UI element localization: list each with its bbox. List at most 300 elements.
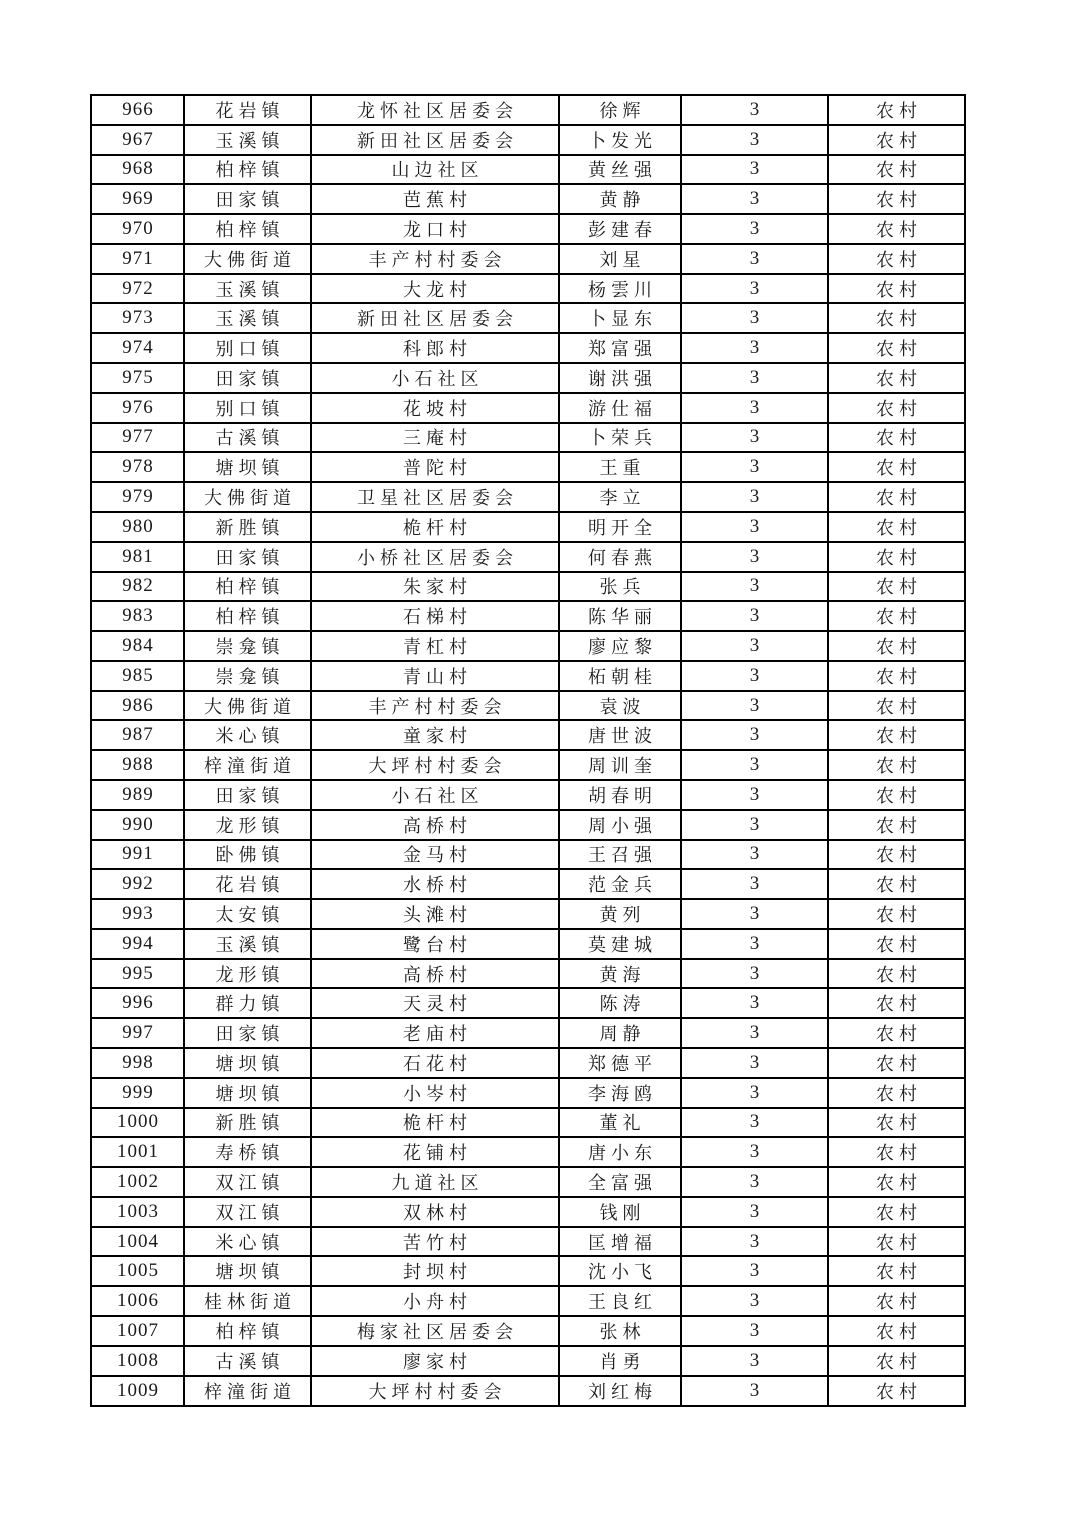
cell-town: 田家镇	[184, 542, 311, 572]
cell-person-name: 范金兵	[559, 869, 681, 899]
cell-serial-number: 968	[91, 155, 184, 185]
cell-town: 群力镇	[184, 988, 311, 1018]
cell-serial-number: 969	[91, 184, 184, 214]
cell-count: 3	[681, 244, 828, 274]
table-row	[91, 601, 965, 631]
table-row	[91, 393, 965, 423]
table-row	[91, 244, 965, 274]
cell-area-type: 农村	[828, 929, 965, 959]
cell-village-or-community: 廖家村	[311, 1346, 559, 1376]
table-row	[91, 184, 965, 214]
cell-serial-number: 1006	[91, 1286, 184, 1316]
cell-serial-number: 970	[91, 214, 184, 244]
table-row	[91, 869, 965, 899]
cell-serial-number: 980	[91, 512, 184, 542]
table-row	[91, 125, 965, 155]
cell-person-name: 沈小飞	[559, 1256, 681, 1286]
cell-count: 3	[681, 750, 828, 780]
cell-person-name: 黄海	[559, 959, 681, 989]
cell-town: 梓潼街道	[184, 750, 311, 780]
cell-town: 新胜镇	[184, 512, 311, 542]
cell-area-type: 农村	[828, 333, 965, 363]
table-row	[91, 303, 965, 333]
cell-village-or-community: 童家村	[311, 720, 559, 750]
cell-serial-number: 987	[91, 720, 184, 750]
cell-person-name: 明开全	[559, 512, 681, 542]
cell-serial-number: 986	[91, 691, 184, 721]
table-row	[91, 1286, 965, 1316]
cell-person-name: 董礼	[559, 1108, 681, 1138]
cell-area-type: 农村	[828, 452, 965, 482]
cell-town: 塘坝镇	[184, 1256, 311, 1286]
cell-person-name: 卜显东	[559, 303, 681, 333]
cell-serial-number: 1003	[91, 1197, 184, 1227]
cell-village-or-community: 高桥村	[311, 959, 559, 989]
cell-count: 3	[681, 303, 828, 333]
table-row	[91, 363, 965, 393]
table-row	[91, 333, 965, 363]
table-row	[91, 1167, 965, 1197]
cell-village-or-community: 花铺村	[311, 1137, 559, 1167]
cell-area-type: 农村	[828, 1256, 965, 1286]
cell-count: 3	[681, 1256, 828, 1286]
cell-village-or-community: 花坡村	[311, 393, 559, 423]
cell-serial-number: 972	[91, 274, 184, 304]
cell-area-type: 农村	[828, 393, 965, 423]
cell-town: 大佛街道	[184, 482, 311, 512]
table-row	[91, 482, 965, 512]
cell-village-or-community: 石花村	[311, 1048, 559, 1078]
cell-village-or-community: 高桥村	[311, 810, 559, 840]
cell-count: 3	[681, 393, 828, 423]
cell-area-type: 农村	[828, 214, 965, 244]
cell-town: 柏梓镇	[184, 572, 311, 602]
cell-area-type: 农村	[828, 720, 965, 750]
cell-village-or-community: 三庵村	[311, 423, 559, 453]
cell-town: 别口镇	[184, 333, 311, 363]
table-row	[91, 631, 965, 661]
cell-village-or-community: 朱家村	[311, 572, 559, 602]
cell-town: 玉溪镇	[184, 929, 311, 959]
cell-person-name: 谢洪强	[559, 363, 681, 393]
cell-area-type: 农村	[828, 959, 965, 989]
cell-serial-number: 1005	[91, 1256, 184, 1286]
cell-count: 3	[681, 1137, 828, 1167]
cell-person-name: 郑富强	[559, 333, 681, 363]
cell-count: 3	[681, 184, 828, 214]
cell-count: 3	[681, 155, 828, 185]
cell-village-or-community: 小桥社区居委会	[311, 542, 559, 572]
cell-town: 别口镇	[184, 393, 311, 423]
cell-village-or-community: 山边社区	[311, 155, 559, 185]
cell-area-type: 农村	[828, 810, 965, 840]
cell-village-or-community: 新田社区居委会	[311, 303, 559, 333]
cell-area-type: 农村	[828, 482, 965, 512]
cell-person-name: 陈涛	[559, 988, 681, 1018]
cell-serial-number: 975	[91, 363, 184, 393]
cell-town: 古溪镇	[184, 423, 311, 453]
table-row	[91, 155, 965, 185]
table-row	[91, 840, 965, 870]
cell-area-type: 农村	[828, 303, 965, 333]
cell-village-or-community: 丰产村村委会	[311, 691, 559, 721]
cell-serial-number: 1004	[91, 1227, 184, 1257]
cell-serial-number: 988	[91, 750, 184, 780]
cell-count: 3	[681, 1197, 828, 1227]
cell-area-type: 农村	[828, 631, 965, 661]
cell-count: 3	[681, 95, 828, 125]
cell-town: 大佛街道	[184, 244, 311, 274]
cell-village-or-community: 桅杆村	[311, 1108, 559, 1138]
cell-village-or-community: 龙口村	[311, 214, 559, 244]
cell-town: 田家镇	[184, 780, 311, 810]
cell-count: 3	[681, 691, 828, 721]
cell-serial-number: 991	[91, 840, 184, 870]
cell-area-type: 农村	[828, 840, 965, 870]
cell-count: 3	[681, 1048, 828, 1078]
cell-count: 3	[681, 1078, 828, 1108]
table-row	[91, 810, 965, 840]
cell-town: 花岩镇	[184, 869, 311, 899]
cell-town: 龙形镇	[184, 959, 311, 989]
table-row	[91, 1108, 965, 1138]
cell-village-or-community: 小石社区	[311, 363, 559, 393]
cell-serial-number: 1007	[91, 1316, 184, 1346]
record-table-body	[91, 95, 965, 1406]
table-row	[91, 929, 965, 959]
cell-village-or-community: 普陀村	[311, 452, 559, 482]
cell-village-or-community: 芭蕉村	[311, 184, 559, 214]
cell-serial-number: 979	[91, 482, 184, 512]
cell-town: 玉溪镇	[184, 303, 311, 333]
cell-person-name: 周静	[559, 1018, 681, 1048]
cell-count: 3	[681, 661, 828, 691]
cell-town: 米心镇	[184, 720, 311, 750]
cell-town: 田家镇	[184, 1018, 311, 1048]
cell-person-name: 李海鸥	[559, 1078, 681, 1108]
table-row	[91, 452, 965, 482]
cell-person-name: 胡春明	[559, 780, 681, 810]
table-row	[91, 780, 965, 810]
table-row	[91, 572, 965, 602]
cell-village-or-community: 金马村	[311, 840, 559, 870]
table-row	[91, 691, 965, 721]
cell-count: 3	[681, 810, 828, 840]
cell-person-name: 张兵	[559, 572, 681, 602]
cell-town: 崇龛镇	[184, 661, 311, 691]
cell-serial-number: 984	[91, 631, 184, 661]
cell-town: 双江镇	[184, 1167, 311, 1197]
cell-person-name: 王召强	[559, 840, 681, 870]
cell-serial-number: 994	[91, 929, 184, 959]
table-row	[91, 423, 965, 453]
cell-count: 3	[681, 1167, 828, 1197]
cell-serial-number: 982	[91, 572, 184, 602]
cell-serial-number: 1009	[91, 1376, 184, 1406]
cell-person-name: 全富强	[559, 1167, 681, 1197]
cell-area-type: 农村	[828, 274, 965, 304]
table-row	[91, 274, 965, 304]
cell-person-name: 匡增福	[559, 1227, 681, 1257]
cell-town: 双江镇	[184, 1197, 311, 1227]
cell-serial-number: 977	[91, 423, 184, 453]
cell-serial-number: 976	[91, 393, 184, 423]
cell-serial-number: 999	[91, 1078, 184, 1108]
table-row	[91, 1227, 965, 1257]
cell-person-name: 周小强	[559, 810, 681, 840]
cell-serial-number: 1008	[91, 1346, 184, 1376]
cell-area-type: 农村	[828, 780, 965, 810]
cell-serial-number: 989	[91, 780, 184, 810]
cell-person-name: 李立	[559, 482, 681, 512]
cell-count: 3	[681, 214, 828, 244]
cell-town: 卧佛镇	[184, 840, 311, 870]
cell-serial-number: 1001	[91, 1137, 184, 1167]
cell-person-name: 唐小东	[559, 1137, 681, 1167]
cell-count: 3	[681, 1227, 828, 1257]
cell-area-type: 农村	[828, 423, 965, 453]
table-row	[91, 899, 965, 929]
cell-area-type: 农村	[828, 184, 965, 214]
cell-area-type: 农村	[828, 155, 965, 185]
cell-village-or-community: 青山村	[311, 661, 559, 691]
table-row	[91, 959, 965, 989]
cell-town: 崇龛镇	[184, 631, 311, 661]
cell-town: 塘坝镇	[184, 1078, 311, 1108]
cell-town: 太安镇	[184, 899, 311, 929]
cell-person-name: 黄丝强	[559, 155, 681, 185]
cell-town: 柏梓镇	[184, 214, 311, 244]
cell-person-name: 游仕福	[559, 393, 681, 423]
table-row	[91, 750, 965, 780]
cell-person-name: 卜发光	[559, 125, 681, 155]
cell-town: 桂林街道	[184, 1286, 311, 1316]
cell-person-name: 彭建春	[559, 214, 681, 244]
cell-count: 3	[681, 840, 828, 870]
cell-village-or-community: 卫星社区居委会	[311, 482, 559, 512]
cell-area-type: 农村	[828, 1227, 965, 1257]
cell-village-or-community: 九道社区	[311, 1167, 559, 1197]
cell-serial-number: 966	[91, 95, 184, 125]
cell-count: 3	[681, 452, 828, 482]
cell-village-or-community: 小舟村	[311, 1286, 559, 1316]
cell-area-type: 农村	[828, 1137, 965, 1167]
cell-area-type: 农村	[828, 1346, 965, 1376]
cell-person-name: 黄列	[559, 899, 681, 929]
cell-count: 3	[681, 959, 828, 989]
cell-village-or-community: 科郎村	[311, 333, 559, 363]
cell-town: 寿桥镇	[184, 1137, 311, 1167]
table-row	[91, 512, 965, 542]
cell-count: 3	[681, 1018, 828, 1048]
cell-village-or-community: 石梯村	[311, 601, 559, 631]
cell-area-type: 农村	[828, 1286, 965, 1316]
cell-town: 玉溪镇	[184, 274, 311, 304]
cell-count: 3	[681, 512, 828, 542]
cell-count: 3	[681, 720, 828, 750]
cell-area-type: 农村	[828, 244, 965, 274]
cell-area-type: 农村	[828, 1018, 965, 1048]
cell-village-or-community: 新田社区居委会	[311, 125, 559, 155]
cell-area-type: 农村	[828, 1078, 965, 1108]
table-row	[91, 1346, 965, 1376]
cell-count: 3	[681, 780, 828, 810]
cell-area-type: 农村	[828, 601, 965, 631]
cell-count: 3	[681, 542, 828, 572]
cell-count: 3	[681, 482, 828, 512]
cell-village-or-community: 大坪村村委会	[311, 750, 559, 780]
table-row	[91, 661, 965, 691]
cell-town: 花岩镇	[184, 95, 311, 125]
cell-village-or-community: 青杠村	[311, 631, 559, 661]
cell-area-type: 农村	[828, 691, 965, 721]
cell-village-or-community: 头滩村	[311, 899, 559, 929]
cell-town: 柏梓镇	[184, 601, 311, 631]
cell-town: 玉溪镇	[184, 125, 311, 155]
cell-count: 3	[681, 363, 828, 393]
cell-village-or-community: 天灵村	[311, 988, 559, 1018]
cell-town: 古溪镇	[184, 1346, 311, 1376]
cell-count: 3	[681, 1286, 828, 1316]
cell-village-or-community: 老庙村	[311, 1018, 559, 1048]
cell-area-type: 农村	[828, 1376, 965, 1406]
cell-count: 3	[681, 1346, 828, 1376]
table-row	[91, 1078, 965, 1108]
cell-village-or-community: 大龙村	[311, 274, 559, 304]
cell-person-name: 钱刚	[559, 1197, 681, 1227]
cell-area-type: 农村	[828, 1316, 965, 1346]
cell-town: 塘坝镇	[184, 452, 311, 482]
cell-village-or-community: 水桥村	[311, 869, 559, 899]
cell-area-type: 农村	[828, 512, 965, 542]
cell-village-or-community: 大坪村村委会	[311, 1376, 559, 1406]
cell-count: 3	[681, 869, 828, 899]
cell-serial-number: 993	[91, 899, 184, 929]
cell-town: 柏梓镇	[184, 1316, 311, 1346]
cell-person-name: 杨雲川	[559, 274, 681, 304]
cell-person-name: 王良红	[559, 1286, 681, 1316]
cell-village-or-community: 封坝村	[311, 1256, 559, 1286]
cell-person-name: 何春燕	[559, 542, 681, 572]
cell-serial-number: 978	[91, 452, 184, 482]
cell-serial-number: 1002	[91, 1167, 184, 1197]
cell-town: 田家镇	[184, 363, 311, 393]
cell-village-or-community: 丰产村村委会	[311, 244, 559, 274]
cell-count: 3	[681, 631, 828, 661]
cell-town: 柏梓镇	[184, 155, 311, 185]
cell-village-or-community: 小石社区	[311, 780, 559, 810]
cell-person-name: 徐辉	[559, 95, 681, 125]
cell-area-type: 农村	[828, 1048, 965, 1078]
cell-person-name: 黄静	[559, 184, 681, 214]
cell-area-type: 农村	[828, 1167, 965, 1197]
table-row	[91, 1316, 965, 1346]
cell-village-or-community: 鹭台村	[311, 929, 559, 959]
cell-count: 3	[681, 572, 828, 602]
cell-serial-number: 996	[91, 988, 184, 1018]
cell-serial-number: 985	[91, 661, 184, 691]
table-row	[91, 720, 965, 750]
cell-town: 米心镇	[184, 1227, 311, 1257]
cell-town: 梓潼街道	[184, 1376, 311, 1406]
cell-village-or-community: 龙怀社区居委会	[311, 95, 559, 125]
cell-area-type: 农村	[828, 572, 965, 602]
cell-person-name: 莫建城	[559, 929, 681, 959]
cell-person-name: 卜荣兵	[559, 423, 681, 453]
cell-town: 大佛街道	[184, 691, 311, 721]
cell-person-name: 王重	[559, 452, 681, 482]
table-row	[91, 214, 965, 244]
cell-count: 3	[681, 1376, 828, 1406]
table-row	[91, 1048, 965, 1078]
cell-person-name: 袁波	[559, 691, 681, 721]
cell-count: 3	[681, 423, 828, 453]
cell-area-type: 农村	[828, 988, 965, 1018]
cell-count: 3	[681, 988, 828, 1018]
cell-area-type: 农村	[828, 1197, 965, 1227]
cell-serial-number: 974	[91, 333, 184, 363]
cell-serial-number: 981	[91, 542, 184, 572]
cell-village-or-community: 桅杆村	[311, 512, 559, 542]
cell-person-name: 唐世波	[559, 720, 681, 750]
table-row	[91, 988, 965, 1018]
cell-town: 塘坝镇	[184, 1048, 311, 1078]
cell-person-name: 刘红梅	[559, 1376, 681, 1406]
cell-serial-number: 983	[91, 601, 184, 631]
cell-village-or-community: 苦竹村	[311, 1227, 559, 1257]
cell-person-name: 肖勇	[559, 1346, 681, 1376]
cell-area-type: 农村	[828, 1108, 965, 1138]
cell-area-type: 农村	[828, 125, 965, 155]
table-row	[91, 95, 965, 125]
cell-person-name: 刘星	[559, 244, 681, 274]
cell-town: 新胜镇	[184, 1108, 311, 1138]
cell-serial-number: 990	[91, 810, 184, 840]
cell-town: 田家镇	[184, 184, 311, 214]
cell-person-name: 郑德平	[559, 1048, 681, 1078]
cell-serial-number: 967	[91, 125, 184, 155]
cell-village-or-community: 小岑村	[311, 1078, 559, 1108]
cell-count: 3	[681, 1316, 828, 1346]
cell-serial-number: 1000	[91, 1108, 184, 1138]
cell-person-name: 廖应黎	[559, 631, 681, 661]
table-row	[91, 1137, 965, 1167]
cell-serial-number: 998	[91, 1048, 184, 1078]
cell-serial-number: 992	[91, 869, 184, 899]
cell-person-name: 周训奎	[559, 750, 681, 780]
record-table	[90, 94, 966, 1407]
cell-count: 3	[681, 1108, 828, 1138]
cell-area-type: 农村	[828, 542, 965, 572]
cell-area-type: 农村	[828, 869, 965, 899]
table-row	[91, 1197, 965, 1227]
cell-area-type: 农村	[828, 363, 965, 393]
cell-count: 3	[681, 125, 828, 155]
cell-area-type: 农村	[828, 899, 965, 929]
cell-village-or-community: 双林村	[311, 1197, 559, 1227]
cell-area-type: 农村	[828, 750, 965, 780]
cell-person-name: 张林	[559, 1316, 681, 1346]
cell-area-type: 农村	[828, 661, 965, 691]
cell-area-type: 农村	[828, 95, 965, 125]
cell-serial-number: 971	[91, 244, 184, 274]
cell-serial-number: 973	[91, 303, 184, 333]
cell-count: 3	[681, 929, 828, 959]
cell-serial-number: 995	[91, 959, 184, 989]
table-row	[91, 1018, 965, 1048]
cell-person-name: 柘朝桂	[559, 661, 681, 691]
cell-count: 3	[681, 899, 828, 929]
